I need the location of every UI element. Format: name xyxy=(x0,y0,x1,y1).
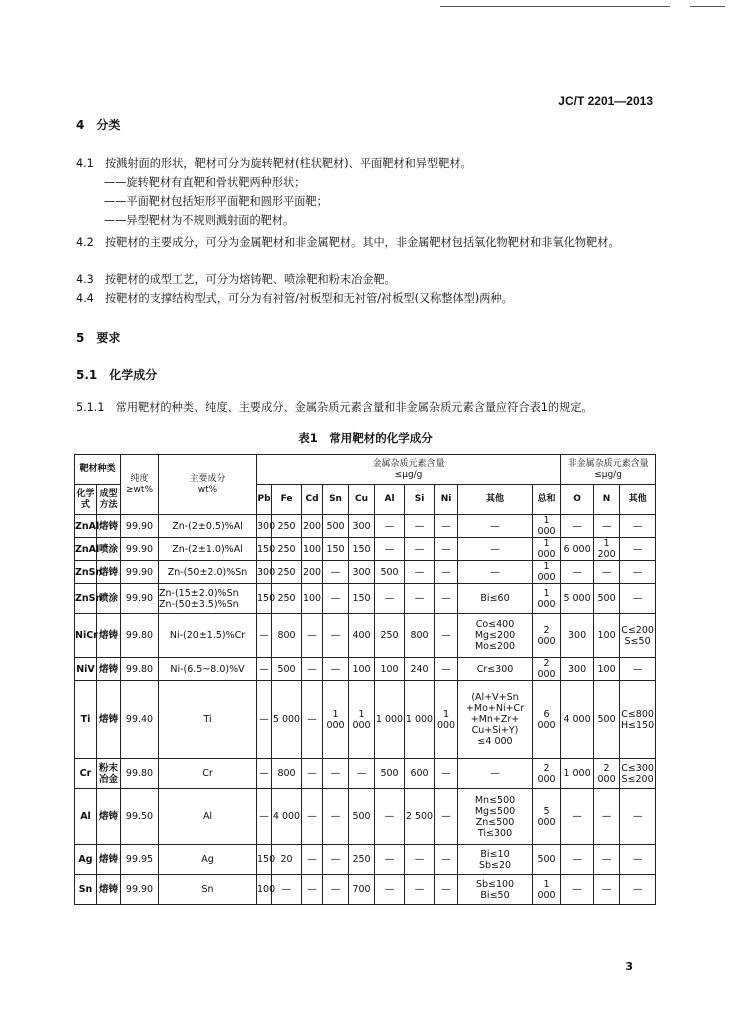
table-cell: 6 000 xyxy=(533,681,561,759)
table-cell: — xyxy=(594,875,620,905)
table-cell: 熔铸 xyxy=(97,789,121,845)
table-cell: 600 xyxy=(405,759,435,789)
table-cell: — xyxy=(620,584,656,614)
table-cell: — xyxy=(375,789,405,845)
table-cell: 250 xyxy=(349,845,375,875)
table-row xyxy=(75,658,656,681)
table-row xyxy=(75,681,656,759)
table-cell: 800 xyxy=(272,759,302,789)
table-cell: 500 xyxy=(375,759,405,789)
table-cell: — xyxy=(435,845,458,875)
table-cell: — xyxy=(302,759,323,789)
table-row xyxy=(75,515,656,538)
table-cell: 喷涂 xyxy=(97,538,121,561)
table-cell: 500 xyxy=(349,789,375,845)
table-cell: 1 000 xyxy=(349,681,375,759)
head-col-4: Cu xyxy=(349,485,375,515)
chemical-composition-table xyxy=(74,454,656,905)
head-col-2: Cd xyxy=(302,485,323,515)
table-cell: 99.90 xyxy=(121,538,159,561)
table-cell: — xyxy=(594,845,620,875)
table-cell: Sb≤100 Bi≤50 xyxy=(458,875,533,905)
table-cell: 4 000 xyxy=(272,789,302,845)
head-col-10: O xyxy=(561,485,594,515)
table-cell: 1 000 xyxy=(561,759,594,789)
table-cell: — xyxy=(620,515,656,538)
table-cell: — xyxy=(620,538,656,561)
section-5-1-title: 5.1 化学成分 xyxy=(76,368,158,382)
table-cell: — xyxy=(257,681,272,759)
table-cell: — xyxy=(405,845,435,875)
table-cell: — xyxy=(435,658,458,681)
table-cell: 150 xyxy=(257,538,272,561)
table-cell: 150 xyxy=(257,584,272,614)
para-4-4: 4.4 按靶材的支撑结构型式，可分为有衬管/衬板型和无衬管/衬板型(又称整体型)两种。 xyxy=(76,292,513,305)
table-cell: — xyxy=(375,845,405,875)
table-cell: — xyxy=(323,759,349,789)
table-row xyxy=(75,614,656,658)
table-cell: 2 000 xyxy=(533,614,561,658)
head-col-1: Fe xyxy=(272,485,302,515)
table-cell: Cr xyxy=(75,759,97,789)
table-cell: 800 xyxy=(272,614,302,658)
table-cell: 99.50 xyxy=(121,789,159,845)
table-cell: — xyxy=(323,789,349,845)
table-cell: 300 xyxy=(561,614,594,658)
table-cell: — xyxy=(435,789,458,845)
table-cell: — xyxy=(620,561,656,584)
table-cell: — xyxy=(302,845,323,875)
table-cell: — xyxy=(594,561,620,584)
table-cell: 250 xyxy=(375,614,405,658)
table-cell: 400 xyxy=(349,614,375,658)
table-cell: 2 000 xyxy=(533,658,561,681)
table-cell: — xyxy=(257,789,272,845)
table-cell: Cr≤300 xyxy=(458,658,533,681)
table-cell: 2 000 xyxy=(594,759,620,789)
head-col-12: 其他 xyxy=(620,485,656,515)
table-cell: 99.40 xyxy=(121,681,159,759)
table-cell: 150 xyxy=(323,538,349,561)
table-cell: C≤300 S≤200 xyxy=(620,759,656,789)
table-cell: Ag xyxy=(159,845,257,875)
table-cell: 5 000 xyxy=(272,681,302,759)
para-4-1-b: ——平面靶材包括矩形平面靶和圆形平面靶； xyxy=(104,195,328,208)
table-cell: 99.80 xyxy=(121,614,159,658)
head-nonmetal-impurity: 非金属杂质元素含量 ≤μg/g xyxy=(561,455,656,485)
table-cell: 100 xyxy=(302,538,323,561)
table-cell: 5 000 xyxy=(533,789,561,845)
table-cell: C≤800 H≤150 xyxy=(620,681,656,759)
table-cell: 99.90 xyxy=(121,515,159,538)
table-cell: Bi≤10 Sb≤20 xyxy=(458,845,533,875)
table-cell: 200 xyxy=(302,561,323,584)
table-cell: — xyxy=(405,561,435,584)
table-cell: — xyxy=(561,515,594,538)
table-cell: 250 xyxy=(272,561,302,584)
para-5-1-1: 5.1.1 常用靶材的种类、纯度、主要成分、金属杂质元素含量和非金属杂质元素含量应符合表1的规定。 xyxy=(76,401,593,414)
table-cell: (Al+V+Sn +Mo+Ni+Cr +Mn+Zr+ Cu+Si+Y) ≤4 000 xyxy=(458,681,533,759)
table-cell: 500 xyxy=(272,658,302,681)
para-4-2: 4.2 按靶材的主要成分，可分为金属靶材和非金属靶材。其中，非金属靶材包括氧化物靶材和非氧化物靶材。 xyxy=(76,236,620,249)
table-cell: 100 xyxy=(302,584,323,614)
table-cell: — xyxy=(302,614,323,658)
table-cell: Ni-(6.5~8.0)%V xyxy=(159,658,257,681)
table-cell: Ni-(20±1.5)%Cr xyxy=(159,614,257,658)
table-cell: 熔铸 xyxy=(97,561,121,584)
table-cell: ZnAl xyxy=(75,515,97,538)
table-cell: ZnSn xyxy=(75,584,97,614)
table-cell: Bi≤60 xyxy=(458,584,533,614)
table-cell: ZnAl xyxy=(75,538,97,561)
table-cell: 300 xyxy=(561,658,594,681)
table-cell: 200 xyxy=(302,515,323,538)
table-cell: 300 xyxy=(349,561,375,584)
table-cell: Al xyxy=(75,789,97,845)
table-cell: — xyxy=(405,515,435,538)
table-cell: Zn-(2±0.5)%Al xyxy=(159,515,257,538)
table-cell: 300 xyxy=(349,515,375,538)
table-cell: NiCr xyxy=(75,614,97,658)
table-row xyxy=(75,584,656,614)
head-purity: 纯度 ≥wt% xyxy=(121,455,159,515)
head-col-9: 总和 xyxy=(533,485,561,515)
section-5-title: 5 要求 xyxy=(76,331,121,345)
table-cell: Co≤400 Mg≤200 Mo≤200 xyxy=(458,614,533,658)
table-cell: 150 xyxy=(257,845,272,875)
table-cell: 2 000 xyxy=(533,759,561,789)
table-cell: — xyxy=(594,515,620,538)
table-cell: 800 xyxy=(405,614,435,658)
table-cell: 700 xyxy=(349,875,375,905)
head-col-7: Ni xyxy=(435,485,458,515)
head-col-0: Pb xyxy=(257,485,272,515)
head-col-3: Sn xyxy=(323,485,349,515)
table-cell: — xyxy=(302,658,323,681)
table-cell: C≤200 S≤50 xyxy=(620,614,656,658)
table-cell: 150 xyxy=(349,584,375,614)
table-cell: 1 000 xyxy=(533,875,561,905)
table-cell: — xyxy=(435,759,458,789)
table-cell: — xyxy=(323,584,349,614)
table-cell: 1 000 xyxy=(435,681,458,759)
table-cell: — xyxy=(620,658,656,681)
table-cell: 99.90 xyxy=(121,584,159,614)
table-cell: — xyxy=(323,561,349,584)
table-cell: — xyxy=(257,759,272,789)
table-row xyxy=(75,561,656,584)
table-cell: 熔铸 xyxy=(97,515,121,538)
table-cell: Ti xyxy=(75,681,97,759)
table-cell: — xyxy=(458,759,533,789)
table-cell: 100 xyxy=(375,658,405,681)
table-cell: 240 xyxy=(405,658,435,681)
table-cell: 1 000 xyxy=(533,538,561,561)
head-col-6: Si xyxy=(405,485,435,515)
table-cell: Ti xyxy=(159,681,257,759)
table-cell: — xyxy=(594,789,620,845)
table-cell: — xyxy=(302,789,323,845)
table-row xyxy=(75,538,656,561)
table-cell: — xyxy=(620,845,656,875)
head-formula: 化学 式 xyxy=(75,485,97,515)
scan-top-line-right xyxy=(690,6,725,7)
head-col-5: Al xyxy=(375,485,405,515)
table-cell: 99.80 xyxy=(121,759,159,789)
table-row xyxy=(75,759,656,789)
para-4-3: 4.3 按靶材的成型工艺，可分为熔铸靶、喷涂靶和粉末冶金靶。 xyxy=(76,273,396,286)
table-cell: ZnSn xyxy=(75,561,97,584)
table-cell: NiV xyxy=(75,658,97,681)
table-cell: — xyxy=(323,845,349,875)
table-cell: 4 000 xyxy=(561,681,594,759)
table-cell: — xyxy=(435,875,458,905)
table-cell: — xyxy=(561,561,594,584)
table-cell: — xyxy=(302,681,323,759)
para-4-1: 4.1 按溅射面的形状，靶材可分为旋转靶材(柱状靶材)、平面靶材和异型靶材。 xyxy=(76,157,472,170)
table-cell: — xyxy=(620,789,656,845)
table-cell: 粉末 冶金 xyxy=(97,759,121,789)
table-cell: 熔铸 xyxy=(97,681,121,759)
table-cell: — xyxy=(561,845,594,875)
table-cell: 500 xyxy=(533,845,561,875)
table-cell: 250 xyxy=(272,584,302,614)
table-cell: — xyxy=(375,515,405,538)
table-cell: 500 xyxy=(594,584,620,614)
table-cell: — xyxy=(435,515,458,538)
table-cell: Sn xyxy=(159,875,257,905)
table-cell: 300 xyxy=(257,515,272,538)
table-cell: — xyxy=(302,875,323,905)
table-cell: 1 000 xyxy=(405,681,435,759)
table-cell: — xyxy=(257,658,272,681)
table-cell: 99.90 xyxy=(121,561,159,584)
table-cell: — xyxy=(458,561,533,584)
table-cell: 熔铸 xyxy=(97,845,121,875)
table-cell: 1 000 xyxy=(533,515,561,538)
table-cell: Zn-(15±2.0)%Sn Zn-(50±3.5)%Sn xyxy=(159,584,257,614)
table-cell: — xyxy=(561,875,594,905)
table-cell: 100 xyxy=(349,658,375,681)
para-4-1-a: ——旋转靶材有直靶和骨状靶两种形状； xyxy=(104,176,306,189)
table-row xyxy=(75,845,656,875)
head-main-component: 主要成分 wt% xyxy=(159,455,257,515)
table-cell: 熔铸 xyxy=(97,658,121,681)
table-cell: Sn xyxy=(75,875,97,905)
table-cell: 100 xyxy=(594,614,620,658)
table-cell: 250 xyxy=(272,515,302,538)
table-cell: 20 xyxy=(272,845,302,875)
table-cell: — xyxy=(435,584,458,614)
head-process: 成型 方法 xyxy=(97,485,121,515)
table-cell: 100 xyxy=(594,658,620,681)
table-cell: 500 xyxy=(323,515,349,538)
table-cell: 喷涂 xyxy=(97,584,121,614)
table-row xyxy=(75,789,656,845)
table-cell: Cr xyxy=(159,759,257,789)
table-cell: Al xyxy=(159,789,257,845)
table-cell: — xyxy=(323,658,349,681)
table-cell: — xyxy=(458,515,533,538)
table-cell: — xyxy=(349,759,375,789)
head-target-type: 靶材种类 xyxy=(75,455,121,485)
table-cell: — xyxy=(435,614,458,658)
table-cell: 1 000 xyxy=(323,681,349,759)
head-col-8: 其他 xyxy=(458,485,533,515)
table-cell: 2 500 xyxy=(405,789,435,845)
table-cell: 1 000 xyxy=(533,561,561,584)
table-cell: 99.95 xyxy=(121,845,159,875)
scan-top-line xyxy=(440,6,670,7)
table-row xyxy=(75,875,656,905)
page-number: 3 xyxy=(625,960,633,973)
table-cell: 500 xyxy=(375,561,405,584)
table-cell: 99.90 xyxy=(121,875,159,905)
table-cell: Zn-(2±1.0)%Al xyxy=(159,538,257,561)
table-cell: — xyxy=(323,875,349,905)
table-cell: 300 xyxy=(257,561,272,584)
table-cell: — xyxy=(435,538,458,561)
table-cell: 150 xyxy=(349,538,375,561)
table-cell: 100 xyxy=(257,875,272,905)
table-cell: 1 000 xyxy=(375,681,405,759)
table-cell: — xyxy=(375,584,405,614)
table-cell: — xyxy=(561,789,594,845)
table-cell: — xyxy=(405,584,435,614)
table-cell: — xyxy=(257,614,272,658)
table-cell: 熔铸 xyxy=(97,875,121,905)
table-cell: Zn-(50±2.0)%Sn xyxy=(159,561,257,584)
head-col-11: N xyxy=(594,485,620,515)
standard-number: JC/T 2201—2013 xyxy=(558,94,653,108)
table-cell: — xyxy=(405,875,435,905)
table-cell: — xyxy=(375,538,405,561)
table-cell: Ag xyxy=(75,845,97,875)
table-cell: 250 xyxy=(272,538,302,561)
head-metal-impurity: 金属杂质元素含量 ≤μg/g xyxy=(257,455,561,485)
table-caption: 表1 常用靶材的化学成分 xyxy=(298,431,433,445)
table-cell: 1 200 xyxy=(594,538,620,561)
table-cell: 500 xyxy=(594,681,620,759)
table-cell: — xyxy=(323,614,349,658)
table-cell: 99.80 xyxy=(121,658,159,681)
table-cell: — xyxy=(435,561,458,584)
section-4-title: 4 分类 xyxy=(76,118,121,132)
para-4-1-c: ——异型靶材为不规则溅射面的靶材。 xyxy=(104,214,295,227)
table-cell: Mn≤500 Mg≤500 Zn≤500 Ti≤300 xyxy=(458,789,533,845)
table-cell: — xyxy=(620,875,656,905)
table-cell: — xyxy=(272,875,302,905)
table-cell: 熔铸 xyxy=(97,614,121,658)
table-cell: 5 000 xyxy=(561,584,594,614)
table-cell: — xyxy=(405,538,435,561)
table-cell: — xyxy=(375,875,405,905)
table-cell: 6 000 xyxy=(561,538,594,561)
table-cell: 1 000 xyxy=(533,584,561,614)
table-cell: — xyxy=(458,538,533,561)
